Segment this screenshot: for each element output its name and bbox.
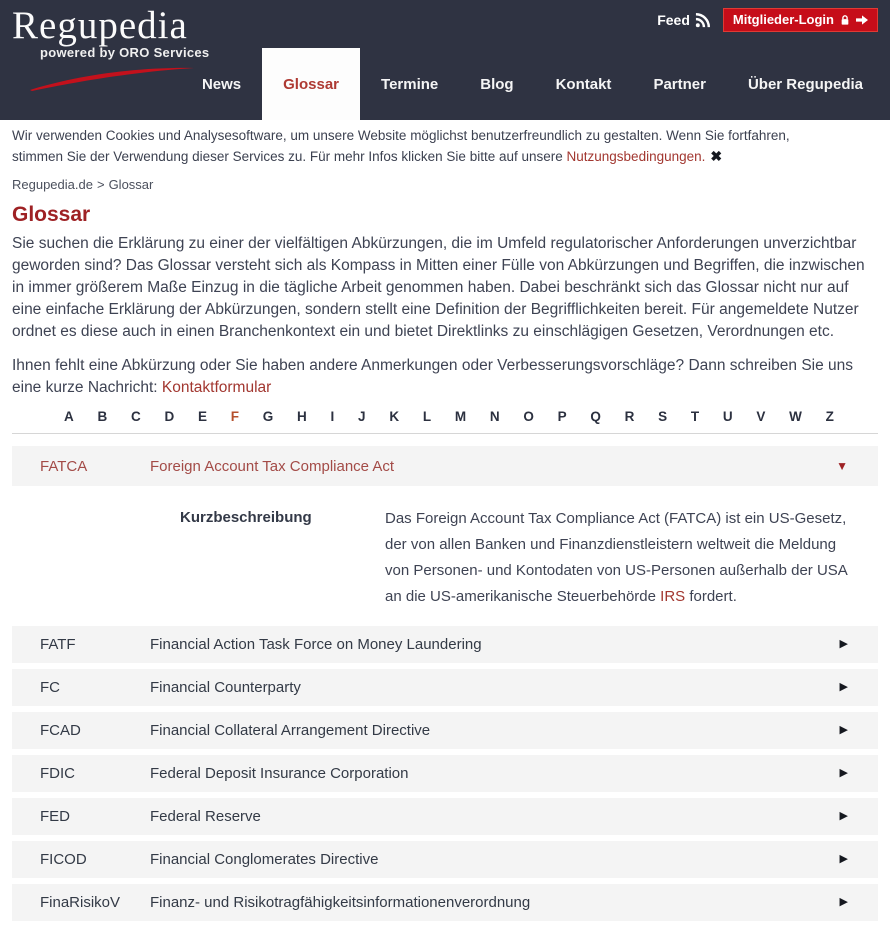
entry-abbr: FCAD bbox=[40, 722, 81, 739]
cookie-text: Wir verwenden Cookies und Analysesoftware, um unsere Website möglichst benutzerfreundlich zu gestalten. Wenn Sie fortfahren, stimmen Sie der Verwendung dieser Services zu. Für mehr Infos klicken Sie bitte auf unsere bbox=[12, 128, 790, 164]
letter-p[interactable]: P bbox=[557, 409, 567, 424]
main-content bbox=[0, 203, 890, 921]
nav-item-ueber-regupedia[interactable]: Über Regupedia bbox=[747, 75, 863, 93]
glossary-row-fed[interactable] bbox=[12, 798, 878, 835]
letter-o[interactable]: O bbox=[523, 409, 534, 424]
entry-title: Financial Counterparty bbox=[150, 679, 301, 696]
contact-form-link[interactable]: Kontaktformular bbox=[161, 379, 272, 396]
chevron-right-icon[interactable]: ▶ bbox=[839, 810, 848, 822]
breadcrumb-separator: > bbox=[96, 177, 105, 192]
nav-item-termine[interactable]: Termine bbox=[381, 75, 439, 93]
letter-l[interactable]: L bbox=[422, 409, 432, 424]
glossary-row-fc[interactable] bbox=[12, 669, 878, 706]
logo-title: Regupedia bbox=[12, 4, 188, 47]
breadcrumb-home-link[interactable]: Regupedia.de bbox=[12, 177, 93, 192]
logo[interactable] bbox=[12, 4, 209, 92]
entry-abbr: FED bbox=[40, 808, 70, 825]
letter-u[interactable]: U bbox=[722, 409, 733, 424]
chevron-right-icon[interactable]: ▶ bbox=[839, 767, 848, 779]
logo-tagline: powered by ORO Services bbox=[40, 45, 210, 60]
glossary-row-finarisikov[interactable] bbox=[12, 884, 878, 921]
member-login-button[interactable] bbox=[723, 8, 878, 32]
entry-title: Foreign Account Tax Compliance Act bbox=[150, 457, 395, 475]
entry-abbr: FATCA bbox=[40, 457, 88, 475]
detail-label: Kurzbeschreibung bbox=[180, 509, 312, 526]
glossary-detail-fatca bbox=[12, 492, 878, 626]
nav-item-kontakt[interactable]: Kontakt bbox=[555, 75, 612, 93]
nav-item-glossar[interactable]: Glossar bbox=[262, 48, 360, 120]
letter-c[interactable]: C bbox=[131, 409, 141, 424]
letter-n[interactable]: N bbox=[489, 409, 500, 424]
breadcrumb bbox=[0, 175, 890, 193]
letter-b[interactable]: B bbox=[97, 409, 108, 424]
entry-abbr: FC bbox=[40, 679, 60, 696]
letter-e[interactable]: E bbox=[198, 409, 208, 424]
entry-title: Financial Action Task Force on Money Laundering bbox=[150, 636, 482, 653]
breadcrumb-current-page: Glossar bbox=[108, 177, 154, 192]
chevron-down-icon[interactable]: ▼ bbox=[836, 459, 848, 473]
glossary-row-fatf[interactable] bbox=[12, 626, 878, 663]
contact-paragraph bbox=[12, 355, 870, 399]
detail-description-text: Das Foreign Account Tax Compliance Act (FATCA) ist ein US-Gesetz, der von allen Banken und Finanzdienstleistern weltweit die Meldung von Personen- und Kontodaten von US-Personen außerhalb der USA an die US-amerikanische Steuerbehörde bbox=[385, 510, 847, 605]
letter-j[interactable]: J bbox=[358, 409, 366, 424]
entry-abbr: FinaRisikoV bbox=[40, 894, 121, 911]
intro-paragraph: Sie suchen die Erklärung zu einer der vielfältigen Abkürzungen, die im Umfeld regulatorischer Anforderungen unverzichtbar geworden sind? Das Glossar versteht sich als Kompass in Mitten einer Fülle von Abkürzungen und Begriffen, die inzwischen in immer größerem Maße Einzug in die tägliche Arbeit genommen haben. Dabei beschränkt sich das Glossar nicht nur auf eine einfache Erklärung der Abkürzungen, sondern stellt eine Definition der Begrifflichkeiten bereit. Für angemeldete Nutzer ordnet es diese auch in einen Branchenkontext ein und bietet Direktlinks zu einschlägigen Gesetzen, Verordnungen etc. bbox=[12, 235, 865, 340]
detail-description-suffix: fordert. bbox=[685, 588, 737, 605]
lock-icon bbox=[840, 14, 850, 26]
entry-abbr: FATF bbox=[40, 636, 76, 653]
letter-a[interactable]: A bbox=[64, 409, 74, 424]
rss-feed-icon bbox=[695, 13, 710, 28]
feed-link[interactable] bbox=[657, 12, 710, 28]
letter-d[interactable]: D bbox=[164, 409, 175, 424]
entry-title: Federal Reserve bbox=[150, 808, 261, 825]
entry-title: Financial Conglomerates Directive bbox=[150, 851, 379, 868]
letter-v[interactable]: V bbox=[756, 409, 766, 424]
letter-z[interactable]: Z bbox=[825, 409, 834, 424]
arrow-right-icon bbox=[856, 15, 868, 25]
entry-title: Financial Collateral Arrangement Directive bbox=[150, 722, 431, 739]
entry-title: Finanz- und Risikotragfähigkeitsinformationenverordnung bbox=[150, 894, 531, 911]
glossary-row-fatca[interactable] bbox=[12, 446, 878, 486]
letter-t[interactable]: T bbox=[690, 409, 700, 424]
detail-description bbox=[385, 506, 864, 610]
letter-h[interactable]: H bbox=[297, 409, 307, 424]
member-login-label: Mitglieder-Login bbox=[732, 12, 834, 27]
glossary-row-ficod[interactable] bbox=[12, 841, 878, 878]
cookie-notice bbox=[0, 120, 824, 175]
header bbox=[0, 0, 890, 120]
letter-k[interactable]: K bbox=[389, 409, 400, 424]
nav-item-partner[interactable]: Partner bbox=[653, 75, 706, 93]
cookie-terms-link[interactable]: Nutzungsbedingungen. bbox=[566, 149, 706, 164]
letter-m[interactable]: M bbox=[454, 409, 467, 424]
letter-q[interactable]: Q bbox=[590, 409, 601, 424]
chevron-right-icon[interactable]: ▶ bbox=[839, 638, 848, 650]
logo-swoosh-icon bbox=[26, 64, 198, 92]
page-title: Glossar bbox=[12, 203, 91, 226]
letter-g[interactable]: G bbox=[262, 409, 274, 424]
glossary-row-fdic[interactable] bbox=[12, 755, 878, 792]
chevron-right-icon[interactable]: ▶ bbox=[839, 724, 848, 736]
entry-title: Federal Deposit Insurance Corporation bbox=[150, 765, 409, 782]
glossary-row-fcad[interactable] bbox=[12, 712, 878, 749]
contact-text: Ihnen fehlt eine Abkürzung oder Sie haben andere Anmerkungen oder Verbesserungsvorschläge? Dann schreiben Sie uns eine kurze Nachricht: bbox=[12, 357, 854, 396]
letter-i[interactable]: I bbox=[330, 409, 335, 424]
nav-item-news[interactable]: News bbox=[201, 75, 242, 93]
feed-label: Feed bbox=[657, 12, 690, 28]
letter-f-active[interactable]: F bbox=[230, 409, 240, 424]
close-icon[interactable]: ✖ bbox=[710, 148, 723, 164]
letter-r[interactable]: R bbox=[624, 409, 635, 424]
entry-abbr: FICOD bbox=[40, 851, 87, 868]
letter-w[interactable]: W bbox=[789, 409, 802, 424]
alphabet-filter bbox=[12, 407, 878, 434]
entry-abbr: FDIC bbox=[40, 765, 75, 782]
chevron-right-icon[interactable]: ▶ bbox=[839, 853, 848, 865]
main-nav bbox=[181, 48, 884, 120]
utility-bar bbox=[657, 8, 878, 32]
chevron-right-icon[interactable]: ▶ bbox=[839, 681, 848, 693]
intro-section bbox=[12, 233, 878, 399]
nav-item-blog[interactable]: Blog bbox=[480, 75, 514, 93]
irs-link[interactable]: IRS bbox=[660, 588, 686, 605]
chevron-right-icon[interactable]: ▶ bbox=[839, 896, 848, 908]
letter-s[interactable]: S bbox=[658, 409, 668, 424]
